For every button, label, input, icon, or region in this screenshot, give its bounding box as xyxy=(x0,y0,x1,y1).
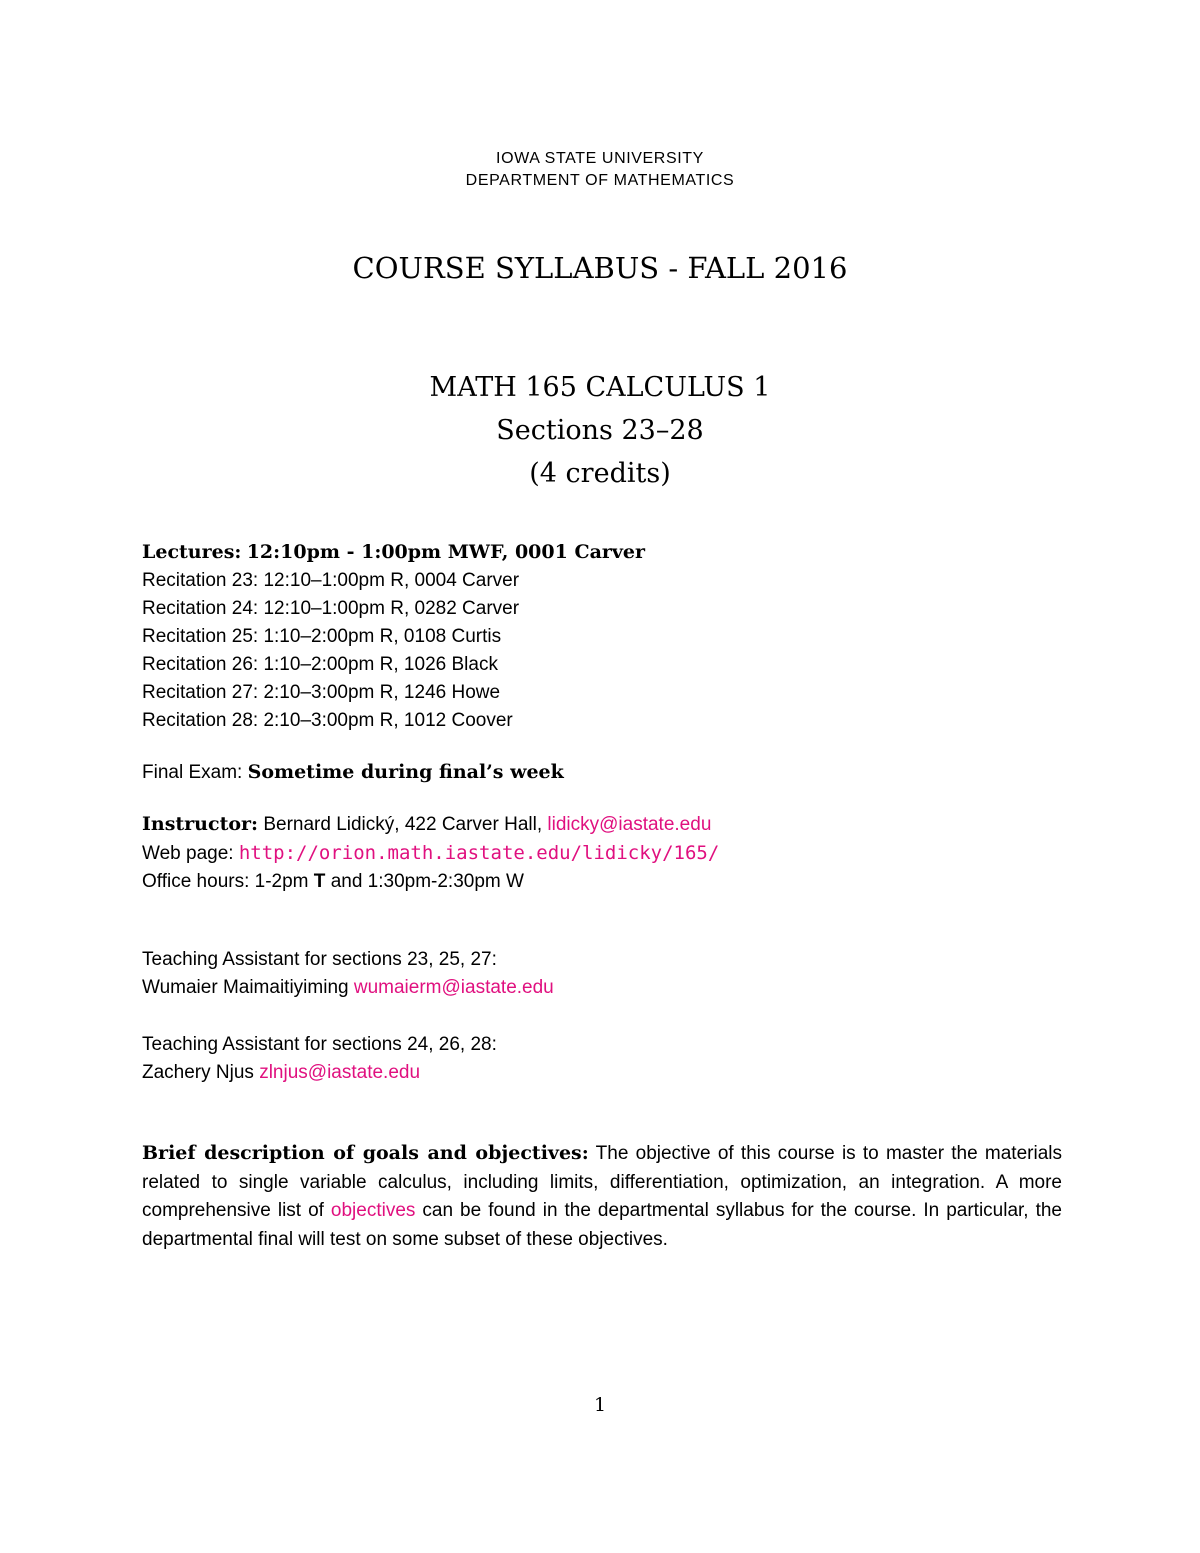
webpage-line xyxy=(142,839,1062,868)
ta-heading: Teaching Assistant for sections 24, 26, 28: xyxy=(142,1034,497,1055)
department-name: DEPARTMENT OF MATHEMATICS xyxy=(465,172,735,189)
lectures-line xyxy=(142,538,1062,567)
schedule-block xyxy=(142,538,1062,735)
course-credits: (4 credits) xyxy=(529,458,671,489)
teaching-assistant-block xyxy=(142,1031,1062,1087)
goals-text-after: can be found in the departmental syllabus for the course. In particular, the departmental final will test on some subset of these objectives. xyxy=(142,1200,1062,1250)
recitation-line: Recitation 26: 1:10–2:00pm R, 1026 Black xyxy=(142,654,498,675)
ta-contact xyxy=(142,1059,1062,1087)
final-exam-line xyxy=(142,758,1062,787)
office-hours-suffix: and 1:30pm-2:30pm W xyxy=(330,871,524,892)
course-sections: Sections 23–28 xyxy=(496,415,704,446)
objectives-link[interactable]: objectives xyxy=(330,1200,416,1221)
ta-email-link[interactable]: zlnjus@iastate.edu xyxy=(259,1062,421,1083)
recitation-line: Recitation 23: 12:10–1:00pm R, 0004 Carver xyxy=(142,570,520,591)
recitation-line: Recitation 28: 2:10–3:00pm R, 1012 Coover xyxy=(142,710,513,731)
webpage-label: Web page: xyxy=(142,843,234,864)
university-name: IOWA STATE UNIVERSITY xyxy=(496,150,704,167)
ta-heading: Teaching Assistant for sections 23, 25, 27: xyxy=(142,949,497,970)
instructor-label: Instructor: xyxy=(142,813,259,835)
recitation-line: Recitation 27: 2:10–3:00pm R, 1246 Howe xyxy=(142,682,501,703)
university-header xyxy=(0,148,1200,192)
ta-name: Zachery Njus xyxy=(142,1062,254,1083)
office-hours-line xyxy=(142,868,1062,896)
office-hours-prefix: Office hours: 1-2pm xyxy=(142,871,309,892)
ta-email-link[interactable]: wumaierm@iastate.edu xyxy=(353,977,554,998)
goals-label: Brief description of goals and objectives: xyxy=(142,1142,589,1164)
goals-paragraph xyxy=(142,1139,1062,1254)
final-exam-label: Final Exam: xyxy=(142,762,243,783)
lectures-value: 12:10pm - 1:00pm MWF, 0001 Carver xyxy=(246,541,646,563)
recitation-line: Recitation 25: 1:10–2:00pm R, 0108 Curtis xyxy=(142,626,502,647)
final-exam-value: Sometime during final’s week xyxy=(247,761,564,783)
teaching-assistant-block xyxy=(142,946,1062,1002)
ta-name: Wumaier Maimaitiyiming xyxy=(142,977,349,998)
lectures-label: Lectures: xyxy=(142,541,242,563)
page-number: 1 xyxy=(593,1394,607,1416)
course-info xyxy=(0,366,1200,495)
course-name: MATH 165 CALCULUS 1 xyxy=(429,372,771,403)
office-hours-day: T xyxy=(313,871,326,892)
recitation-line: Recitation 24: 12:10–1:00pm R, 0282 Carver xyxy=(142,598,520,619)
instructor-line xyxy=(142,810,1062,839)
webpage-link[interactable]: http://orion.math.iastate.edu/lidicky/165/ xyxy=(238,842,720,864)
syllabus-title: COURSE SYLLABUS - FALL 2016 xyxy=(352,251,848,285)
ta-contact xyxy=(142,974,1062,1002)
goals-text-before: The objective of this course is to master the materials related to single variable calculus, including limits, differentiation, optimization, an integration. A more comprehensive list of xyxy=(142,1143,1062,1221)
instructor-email-link[interactable]: lidicky@iastate.edu xyxy=(547,814,712,835)
instructor-details: Bernard Lidický, 422 Carver Hall, xyxy=(263,814,543,835)
instructor-block xyxy=(142,810,1062,896)
